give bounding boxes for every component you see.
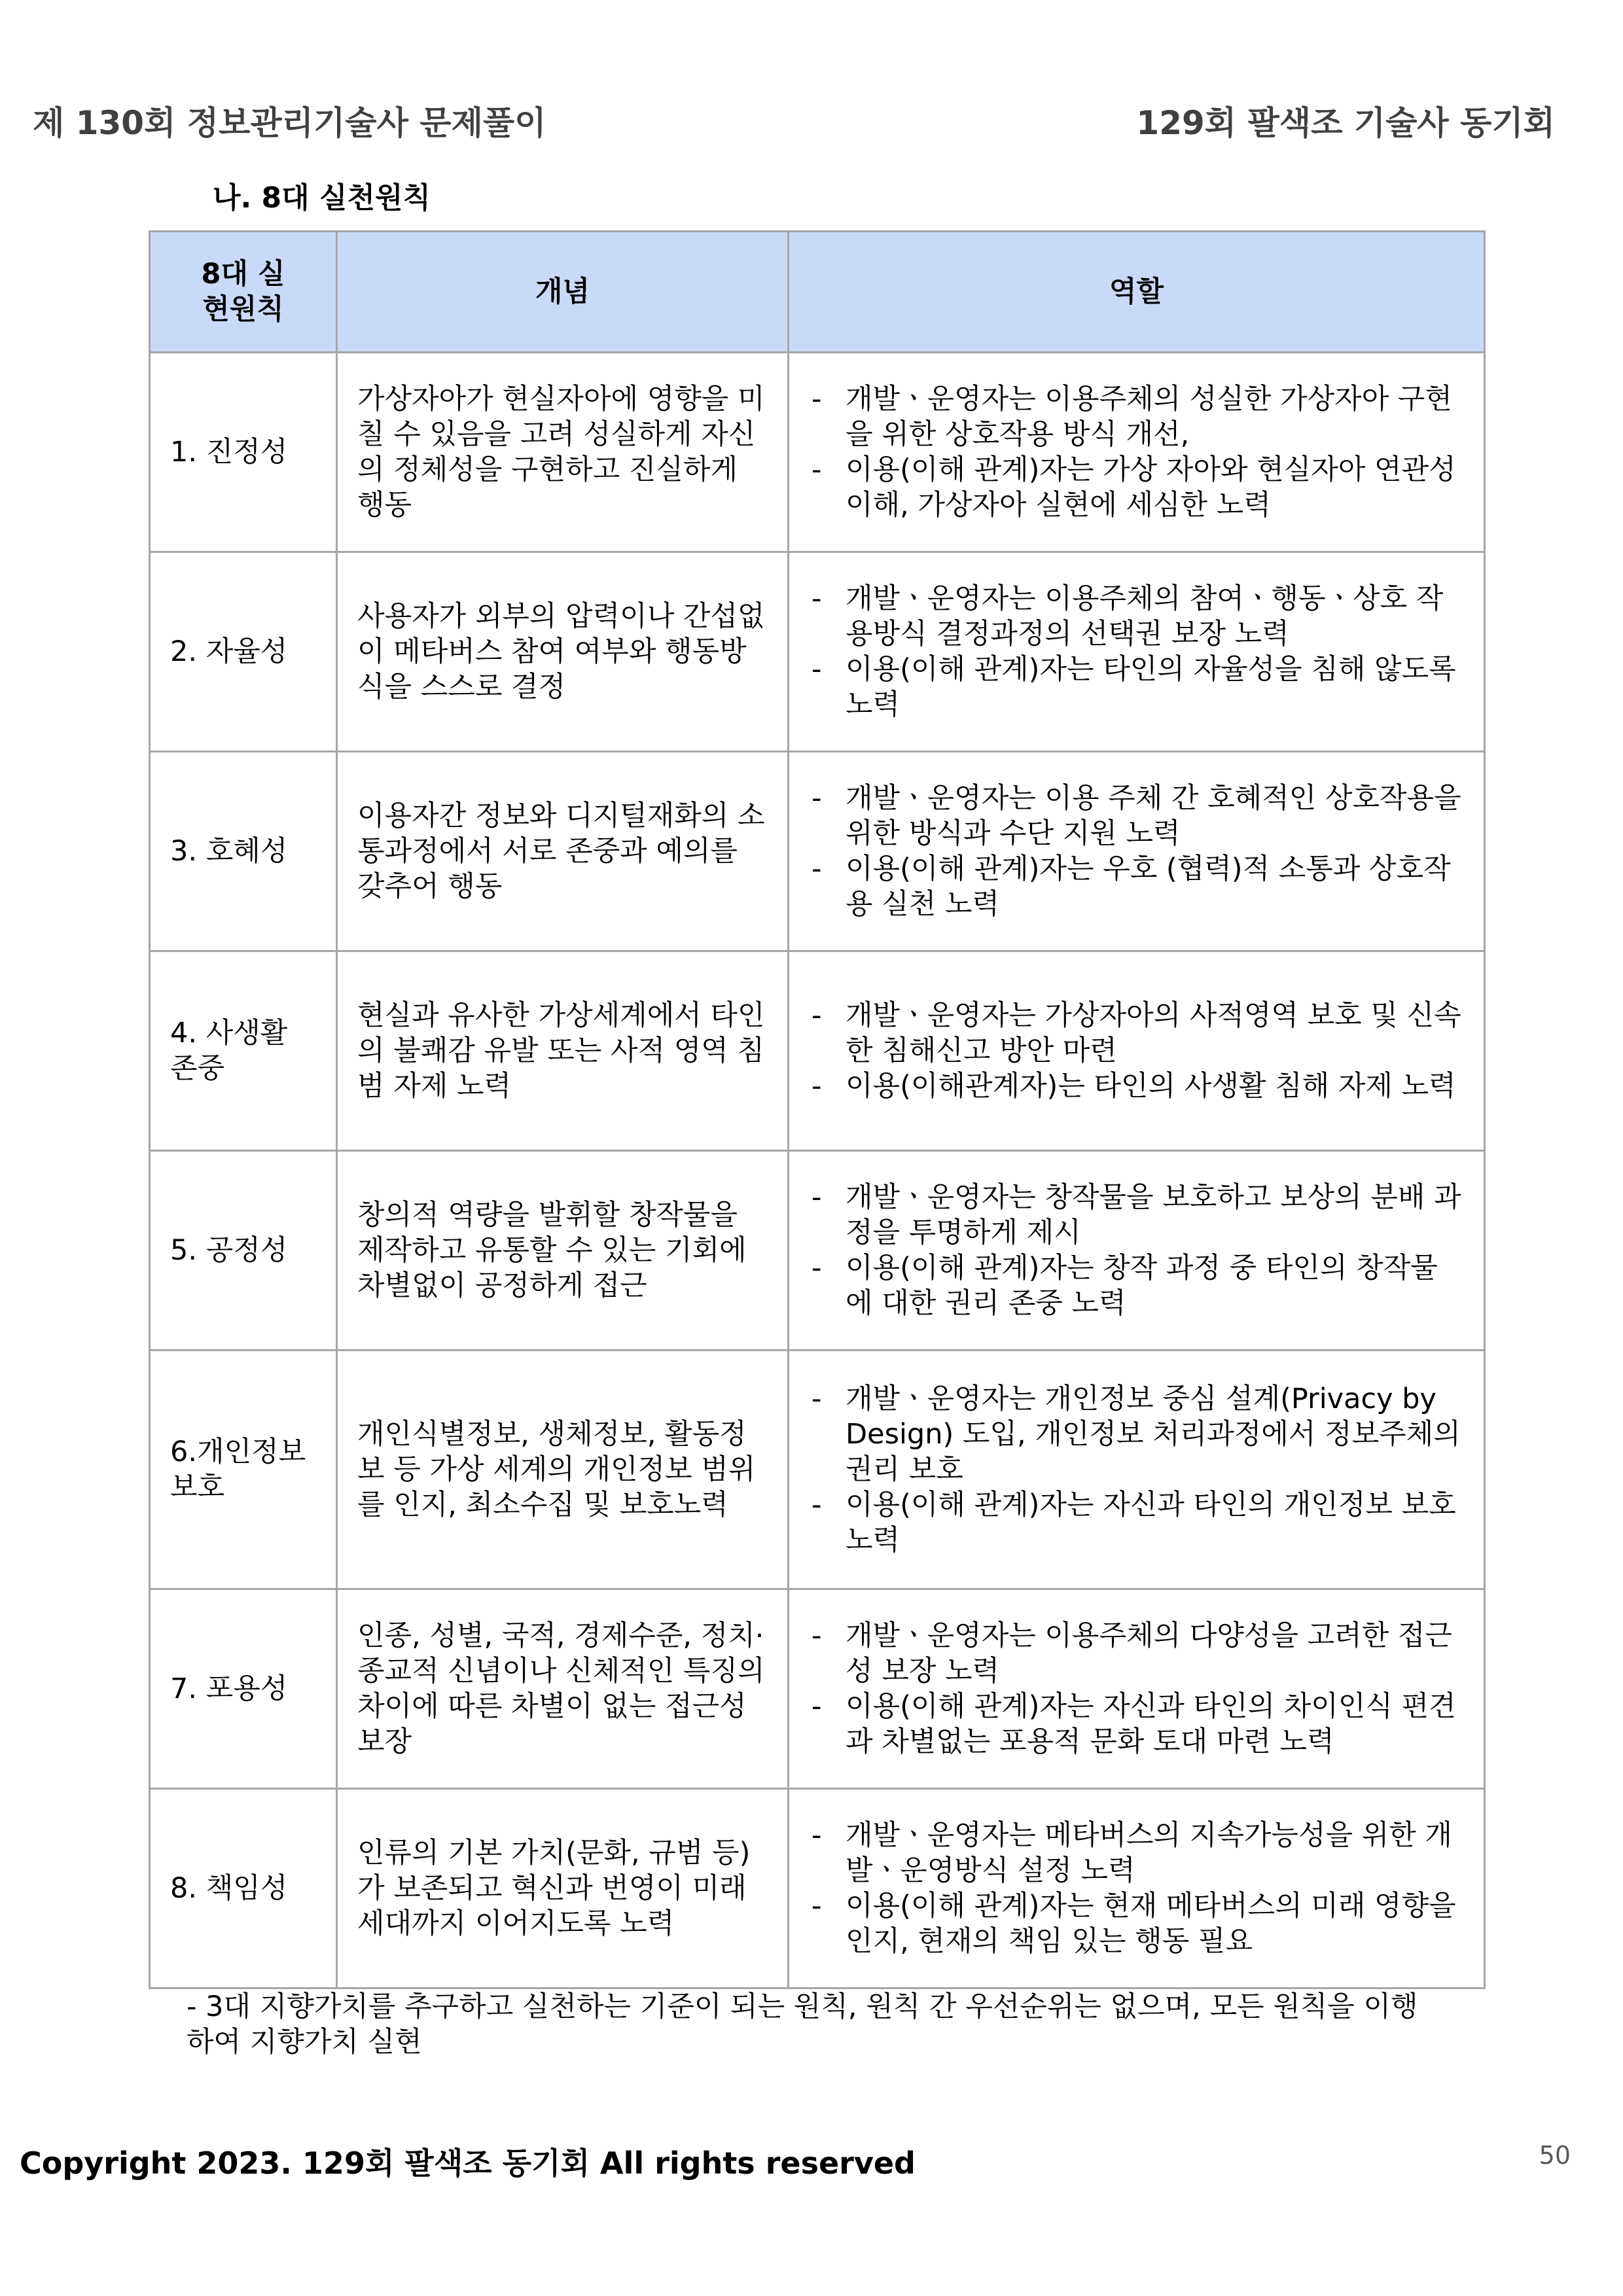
principle-concept: 개인식별정보, 생체정보, 활동정보 등 가상 세계의 개인정보 범위를 인지, 최소수집 및 보호노력 [337,1351,789,1589]
header-principle: 8대 실현원칙 [150,232,337,353]
role-item: - 개발ㆍ운영자는 이용주체의 성실한 가상자아 구현을 위한 상호작용 방식 개선, [809,381,1464,452]
principle-concept: 현실과 유사한 가상세계에서 타인의 불쾌감 유발 또는 사적 영역 침범 자제 노력 [337,951,789,1151]
header-concept: 개념 [337,232,789,353]
principle-name: 4. 사생활 존중 [150,951,337,1151]
principle-roles [789,552,1485,752]
principle-concept: 인류의 기본 가치(문화, 규범 등)가 보존되고 혁신과 번영이 미래 세대까지 이어지도록 노력 [337,1789,789,1988]
principle-roles [789,752,1485,951]
copyright-footer: Copyright 2023. 129회 팔색조 동기회 All rights reserved [20,2146,916,2181]
header-role: 역할 [789,232,1485,353]
principle-roles [789,1789,1485,1988]
table-row [150,951,1485,1151]
principle-concept: 인종, 성별, 국적, 경제수준, 정치·종교적 신념이나 신체적인 특징의 차이에 따른 차별이 없는 접근성 보장 [337,1589,789,1789]
principle-roles [789,353,1485,552]
section-title: 나. 8대 실천원칙 [213,181,431,215]
role-item: - 이용(이해 관계)자는 창작 과정 중 타인의 창작물에 대한 권리 존중 노력 [809,1250,1464,1321]
principle-name: 8. 책임성 [150,1789,337,1988]
role-item: - 이용(이해 관계)자는 가상 자아와 현실자아 연관성 이해, 가상자아 실현에 세심한 노력 [809,452,1464,523]
table-row [150,1151,1485,1351]
principle-concept: 가상자아가 현실자아에 영향을 미칠 수 있음을 고려 성실하게 자신의 정체성을 구현하고 진실하게 행동 [337,353,789,552]
principle-name: 6.개인정보 보호 [150,1351,337,1589]
role-item: - 개발ㆍ운영자는 이용 주체 간 호혜적인 상호작용을 위한 방식과 수단 지원 노력 [809,781,1464,851]
principle-name: 1. 진정성 [150,353,337,552]
table-row [150,552,1485,752]
principle-name: 7. 포용성 [150,1589,337,1789]
role-item: - 개발ㆍ운영자는 이용주체의 참여ㆍ행동ㆍ상호 작용방식 결정과정의 선택권 보장 노력 [809,581,1464,652]
page-number: 50 [1539,2141,1571,2170]
principle-concept: 창의적 역량을 발휘할 창작물을 제작하고 유통할 수 있는 기회에 차별없이 공정하게 접근 [337,1151,789,1351]
principle-name: 3. 호혜성 [150,752,337,951]
role-item: - 개발ㆍ운영자는 가상자아의 사적영역 보호 및 신속한 침해신고 방안 마련 [809,998,1464,1069]
role-item: - 개발ㆍ운영자는 이용주체의 다양성을 고려한 접근성 보장 노력 [809,1618,1464,1689]
header-left-title: 제 130회 정보관리기술사 문제풀이 [33,104,546,142]
principles-table [149,230,1486,1989]
table-row [150,1589,1485,1789]
role-item: - 개발ㆍ운영자는 창작물을 보호하고 보상의 분배 과정을 투명하게 제시 [809,1180,1464,1250]
principle-name: 5. 공정성 [150,1151,337,1351]
table-row [150,1351,1485,1589]
table-header-row [150,232,1485,353]
header-right-title: 129회 팔색조 기술사 동기회 [1136,104,1555,142]
role-item: - 이용(이해 관계)자는 우호 (협력)적 소통과 상호작용 실천 노력 [809,851,1464,922]
role-item: - 이용(이해 관계)자는 자신과 타인의 차이인식 편견과 차별없는 포용적 문화 토대 마련 노력 [809,1689,1464,1759]
table-row [150,353,1485,552]
principle-roles [789,1589,1485,1789]
role-item: - 이용(이해 관계)자는 타인의 자율성을 침해 않도록 노력 [809,652,1464,722]
principle-roles [789,951,1485,1151]
principle-roles [789,1151,1485,1351]
role-item: - 개발ㆍ운영자는 개인정보 중심 설계(Privacy by Design) 도입, 개인정보 처리과정에서 정보주체의 권리 보호 [809,1381,1464,1487]
role-item: - 이용(이해관계자)는 타인의 사생활 침해 자제 노력 [809,1069,1464,1104]
principle-name: 2. 자율성 [150,552,337,752]
principle-concept: 사용자가 외부의 압력이나 간섭없이 메타버스 참여 여부와 행동방식을 스스로 결정 [337,552,789,752]
principle-concept: 이용자간 정보와 디지털재화의 소통과정에서 서로 존중과 예의를 갖추어 행동 [337,752,789,951]
principle-roles [789,1351,1485,1589]
footnote-text: - 3대 지향가치를 추구하고 실천하는 기준이 되는 원칙, 원칙 간 우선순위는 없으며, 모든 원칙을 이행하여 지향가치 실현 [187,1990,1418,2058]
role-item: - 개발ㆍ운영자는 메타버스의 지속가능성을 위한 개발ㆍ운영방식 설정 노력 [809,1818,1464,1888]
role-item: - 이용(이해 관계)자는 현재 메타버스의 미래 영향을 인지, 현재의 책임 있는 행동 필요 [809,1888,1464,1959]
table-row [150,1789,1485,1988]
role-item: - 이용(이해 관계)자는 자신과 타인의 개인정보 보호 노력 [809,1487,1464,1558]
table-row [150,752,1485,951]
